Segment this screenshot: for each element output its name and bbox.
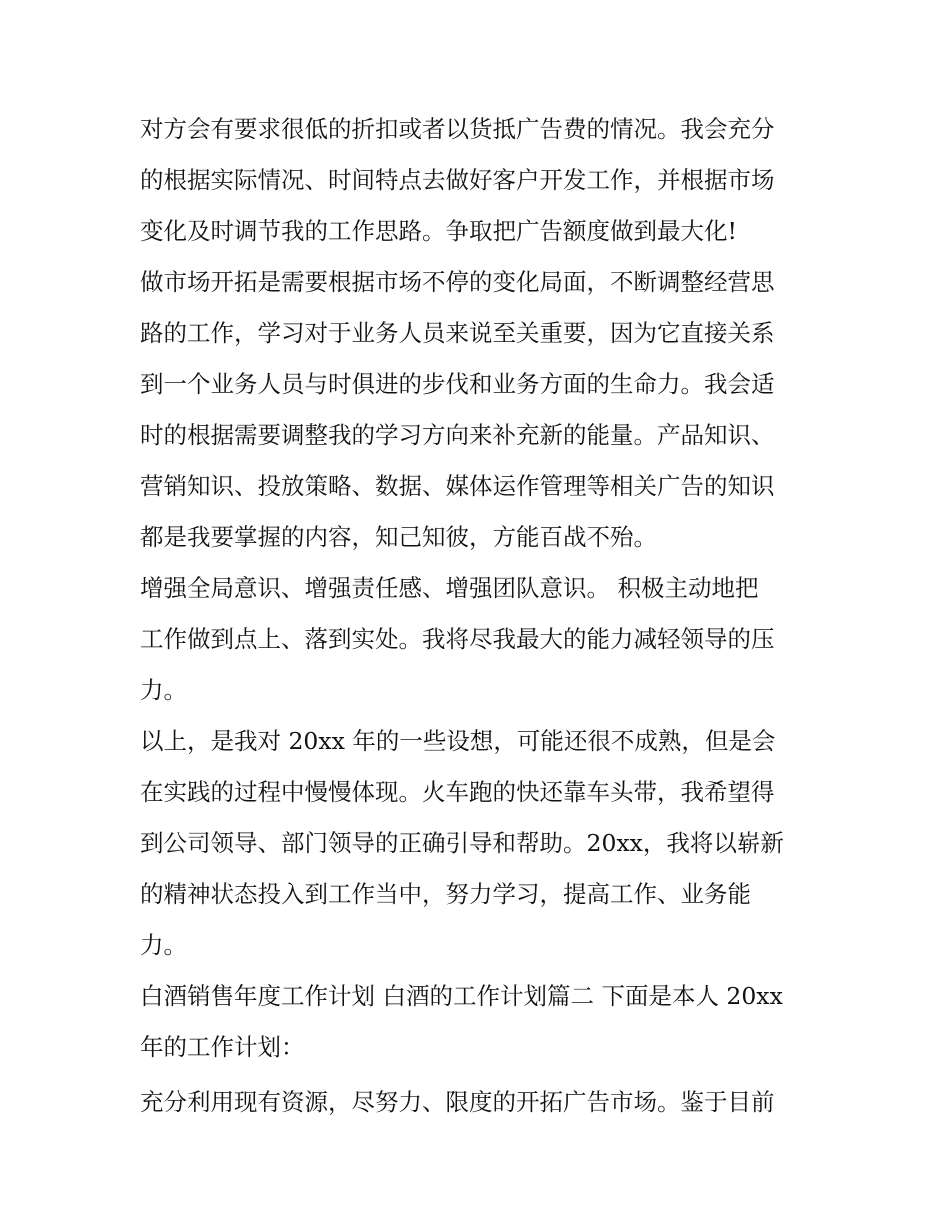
text-line: 到一个业务人员与时俱进的步伐和业务方面的生命力。我会适 xyxy=(140,370,775,398)
text-line: 路的工作，学习对于业务人员来说至关重要，因为它直接关系 xyxy=(140,319,775,347)
text-line: 工作做到点上、落到实处。我将尽我最大的能力减轻领导的压 xyxy=(140,625,775,653)
text-line: 的根据实际情况、时间特点去做好客户开发工作，并根据市场 xyxy=(140,166,775,194)
text-line: 营销知识、投放策略、数据、媒体运作管理等相关广告的知识 xyxy=(140,472,775,500)
text-line: 时的根据需要调整我的学习方向来补充新的能量。产品知识、 xyxy=(140,421,775,449)
text-line: 以上，是我对 20xx 年的一些设想，可能还很不成熟，但是会 xyxy=(140,727,776,755)
document-body xyxy=(140,104,820,1128)
text-line: 白酒销售年度工作计划 白酒的工作计划篇二 下面是本人 20xx xyxy=(140,982,783,1010)
text-line: 到公司领导、部门领导的正确引导和帮助。20xx，我将以崭新 xyxy=(140,829,784,857)
text-line: 年的工作计划： xyxy=(140,1033,305,1061)
text-line: 都是我要掌握的内容，知己知彼，方能百战不殆。 xyxy=(140,523,657,551)
text-line: 在实践的过程中慢慢体现。火车跑的快还靠车头带，我希望得 xyxy=(140,778,775,806)
text-line: 变化及时调节我的工作思路。争取把广告额度做到最大化! xyxy=(140,217,737,245)
text-line: 增强全局意识、增强责任感、增强团队意识。 积极主动地把 xyxy=(140,574,759,602)
text-line: 的精神状态投入到工作当中，努力学习，提高工作、业务能 xyxy=(140,880,751,908)
text-line: 力。 xyxy=(140,676,187,704)
text-line: 对方会有要求很低的折扣或者以货抵广告费的情况。我会充分 xyxy=(140,115,775,143)
text-line: 充分利用现有资源，尽努力、限度的开拓广告市场。鉴于目前 xyxy=(140,1088,775,1116)
text-line: 力。 xyxy=(140,931,187,959)
text-line: 做市场开拓是需要根据市场不停的变化局面，不断调整经营思 xyxy=(140,268,775,296)
